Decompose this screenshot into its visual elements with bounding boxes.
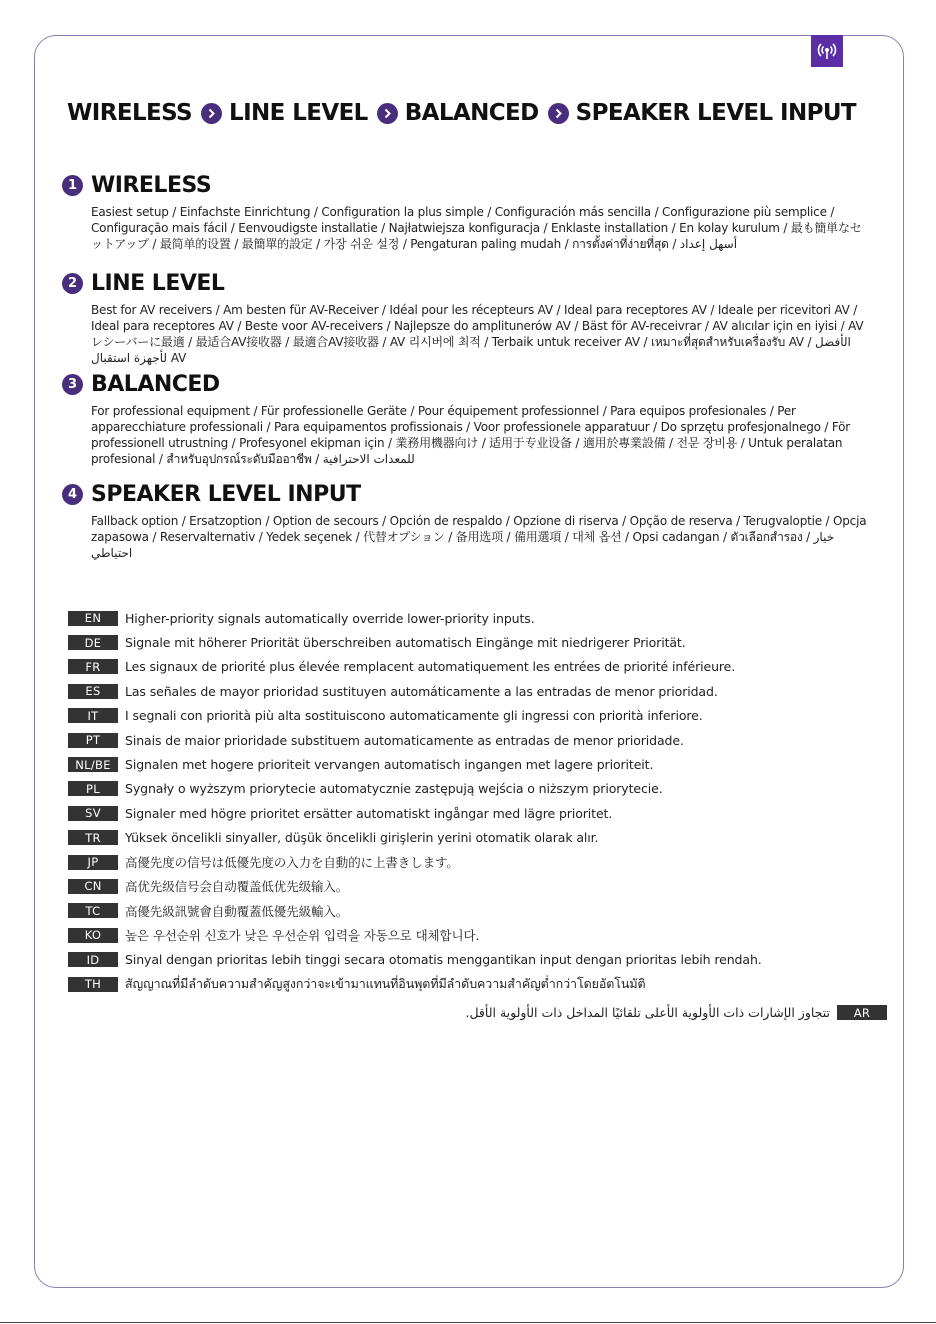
language-text: 高优先级信号会自动覆盖低优先级输入。 [125,879,349,895]
language-code-badge: TR [68,830,118,845]
headline-step-line-level: LINE LEVEL [229,100,368,126]
language-code-badge: SV [68,806,118,821]
language-text: Higher-priority signals automatically override lower-priority inputs. [125,610,535,626]
language-text: สัญญาณที่มีลำดับความสำคัญสูงกว่าจะเข้ามาแทนที่อินพุตที่มีลำดับความสำคัญต่ำกว่าโดยอัตโนมัติ [125,976,646,992]
list-item [68,704,888,728]
language-text: Sygnały o wyższym priorytecie automatycznie zastępują wejścia o niższym priorytecie. [125,781,663,797]
section-description: For professional equipment / Für professionelle Geräte / Pour équipement professionnel / Para equipos profesionales / Per apparecchiature professionali / Para equipamentos profissionais / Voor professionele apparatuur / Do sprzętu profesjonalnego / För professionell utrustning / Profesyonel ekipman için / 業務用機器向け / 适用于专业设备 / 適用於專業設備 / 전문 장비용 / Untuk peralatan profesional / สำหรับอุปกรณ์ระดับมืออาชีพ / للمعدات الاحترافية [91,404,851,466]
language-text: تتجاوز الإشارات ذات الأولوية الأعلى تلقائيًا المداخل ذات الأولوية الأقل. [465,1005,830,1020]
priority-headline [67,100,867,126]
language-text: 高優先度の信号は低優先度の入力を自動的に上書きします。 [125,855,459,871]
language-text: Yüksek öncelikli sinyaller, düşük öncelikli girişlerin yerini otomatik olarak alır. [125,830,599,846]
list-item [68,826,888,850]
section-description: Easiest setup / Einfachste Einrichtung / Configuration la plus simple / Configuración más sencilla / Configurazione più semplice / Configuração mais fácil / Eenvoudigste installatie / Najłatwiejsza konfiguracja / Enklaste installation / En kolay kurulum / 最も簡単なセットアップ / 最简单的设置 / 最簡單的設定 / 가장 쉬운 설정 / Pengaturan paling mudah / การตั้งค่าที่ง่ายที่สุด / أسهل إعداد [91,205,862,251]
list-item [68,679,888,703]
section-title: BALANCED [91,371,220,397]
language-text: Signale mit höherer Priorität überschreiben automatisch Eingänge mit niedrigerer Priorität. [125,635,686,651]
language-code-badge: IT [68,708,118,723]
section-title: SPEAKER LEVEL INPUT [91,481,361,507]
language-code-badge: EN [68,611,118,626]
list-item [68,606,888,630]
section-description: Best for AV receivers / Am besten für AV-Receiver / Idéal pour les récepteurs AV / Ideal para receptores AV / Ideale per ricevitori AV / Ideal para receptores AV / Beste voor AV-receivers / Najlepsze do amplitunerów AV / Bäst för AV-receivrar / AV alıcılar için en iyisi / AVレシーバーに最適 / 最适合AV接收器 / 最適合AV接收器 / AV 리시버에 최적 / Terbaik untuk receiver AV / เหมาะที่สุดสำหรับเครื่องรับ AV / الأفضل لأجهزة استقبال AV [91,303,864,365]
language-text: Sinais de maior prioridade substituem automaticamente as entradas de menor prioridade. [125,732,684,748]
language-code-badge: ES [68,684,118,699]
language-code-badge: PT [68,733,118,748]
language-code-badge: CN [68,879,118,894]
section-number: 2 [62,273,83,294]
list-item [68,850,888,874]
language-text: 高優先級訊號會自動覆蓋低優先級輸入。 [125,903,349,919]
language-code-badge: KO [68,928,118,943]
section-wireless [62,170,872,252]
section-speaker-level-input [62,479,872,561]
list-item [68,630,888,654]
section-description: Fallback option / Ersatzoption / Option de secours / Opción de respaldo / Opzione di riserva / Opção de reserva / Terugvaloptie / Opcja zapasowa / Reservalternativ / Yedek seçenek / 代替オプション / 备用选项 / 備用選項 / 대체 옵션 / Opsi cadangan / ตัวเลือกสำรอง / خيار احتياطي [91,514,867,560]
language-text: I segnali con priorità più alta sostituiscono automaticamente gli ingressi con priorità inferiore. [125,708,703,724]
list-item [68,777,888,801]
language-code-badge: DE [68,635,118,650]
headline-step-wireless: WIRELESS [67,100,193,126]
language-code-badge: ID [68,952,118,967]
language-text: Signaler med högre prioritet ersätter automatiskt ingångar med lägre prioritet. [125,805,613,821]
list-item [68,801,888,825]
chevron-right-circle-icon [377,103,398,124]
chevron-right-circle-icon [201,103,222,124]
section-title: LINE LEVEL [91,270,225,296]
section-balanced [62,369,872,467]
language-text: Sinyal dengan prioritas lebih tinggi secara otomatis menggantikan input dengan prioritas lebih rendah. [125,952,762,968]
language-code-badge: PL [68,781,118,796]
chevron-right-circle-icon [548,103,569,124]
section-number: 4 [62,484,83,505]
language-code-badge: JP [68,855,118,870]
list-item [68,972,888,996]
list-item [68,923,888,947]
list-item [68,947,888,971]
language-text: Signalen met hogere prioriteit vervangen automatisch ingangen met lagere prioriteit. [125,757,654,773]
list-item [68,874,888,898]
section-line-level [62,268,872,366]
language-code-badge: TC [68,903,118,918]
list-item [68,899,888,923]
section-title: WIRELESS [91,172,212,198]
language-code-badge: TH [68,977,118,992]
list-item [68,752,888,776]
headline-step-speaker-level-input: SPEAKER LEVEL INPUT [575,100,857,126]
language-code-badge: AR [837,1005,887,1020]
language-code-badge: NL/BE [68,757,118,772]
language-text: 높은 우선순위 신호가 낮은 우선순위 입력을 자동으로 대체합니다. [125,928,480,944]
section-number: 1 [62,175,83,196]
page-bottom-rule [0,1322,936,1323]
list-item-arabic [300,1005,887,1020]
list-item [68,655,888,679]
language-code-badge: FR [68,659,118,674]
list-item [68,728,888,752]
wireless-broadcast-icon [811,35,843,67]
section-number: 3 [62,374,83,395]
headline-step-balanced: BALANCED [404,100,539,126]
language-text: Les signaux de priorité plus élevée remplacent automatiquement les entrées de priorité inférieure. [125,659,736,675]
language-text: Las señales de mayor prioridad sustituyen automáticamente a las entradas de menor prioridad. [125,683,718,699]
language-list [68,606,888,996]
